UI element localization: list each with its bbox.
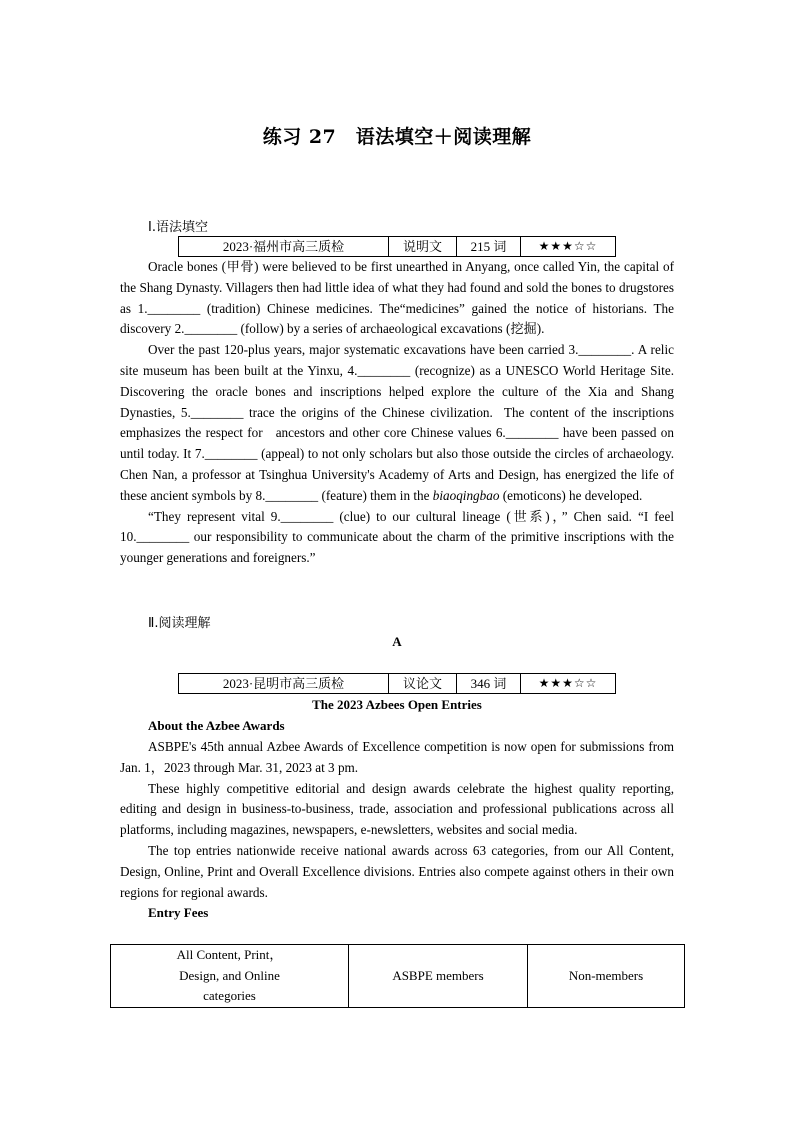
reading-paragraph-3: The top entries nationwide receive national awards across 63 categories, from our All Content, Design, Online, Print and Overall Excellence divisions. Entries also compete against others in their own regions for regional awards. [120,842,674,900]
grammar-paragraph-1: Oracle bones (甲骨) were believed to be first unearthed in Anyang, once called Yin, the capital of the Shang Dynasty. Villagers then had little idea of what they had found and sold the bones to drugstores as 1.________ (tradition) Chinese medicines. The“medicines” gained the notice of historians. The discovery 2.________ (follow) by a series of archaeological excavations (挖掘). [120,259,674,337]
info-difficulty: ★★★☆☆ [521,237,616,257]
info-words: 215 词 [457,237,521,257]
info-genre: 议论文 [389,674,457,694]
fees-header-categories-line2: Design, and Online [179,967,280,983]
fees-header-non-members: Non-members [528,945,685,1008]
info-source: 2023·昆明市高三质检 [179,674,389,694]
info-difficulty: ★★★☆☆ [521,674,616,694]
section1-heading: Ⅰ.语法填空 [148,220,208,235]
subhead-about: About the Azbee Awards [148,718,285,733]
subhead-entry-fees: Entry Fees [148,905,209,920]
section2-info-table [178,673,616,694]
grammar-paragraph-2-text: Over the past 120-plus years, major systematic excavations have been carried 3.________. A relic site museum has been built at the Yinxu, 4.________ (recognize) as a UNESCO World Heritage Site. Discovering the oracle bones and inscriptions helped explore the culture of the Xia and Shang Dynasties, 5.________ trace the origins of the Chinese civilization. The content of the inscriptions emphasizes the respect for ancestors and other core Chinese values 6.________ have been passed on until today. It 7.________ (appeal) to not only scholars but also those outside the circles of archaeology. Chen Nan, a professor at Tsinghua University's Academy of Arts and Design, has energized the life of these ancient symbols by 8.________ (feature) them in the [120,342,674,503]
info-words: 346 词 [457,674,521,694]
passage-label: A [392,634,402,649]
entry-fees-table [110,944,685,1008]
page-title: 练习 27 语法填空＋阅读理解 [262,126,532,148]
section1-info-table [178,236,616,257]
fees-header-categories-line1: All Content, Print， [176,947,283,962]
info-genre: 说明文 [389,237,457,257]
fees-header-categories-line3: categories [203,988,256,1003]
fees-header-members: ASBPE members [349,945,528,1008]
section2-heading: Ⅱ.阅读理解 [148,616,211,631]
reading-paragraph-2: These highly competitive editorial and design awards celebrate the highest quality reporting, editing and design in business-to-business, trade, association and professional publications across all platforms, including magazines, newspapers, e-newsletters, websites and social media. [120,780,674,838]
fees-header-categories [111,945,349,1008]
info-source: 2023·福州市高三质检 [179,237,389,257]
grammar-italic-term: biaoqingbao [432,487,500,503]
reading-passage [120,737,674,903]
grammar-passage [120,257,674,569]
article-title: The 2023 Azbees Open Entries [312,697,482,712]
reading-paragraph-1: ASBPE's 45th annual Azbee Awards of Excellence competition is now open for submissions from Jan. 1，2023 through Mar. 31, 2023 at 3 pm. [120,739,674,775]
grammar-paragraph-2-tail: (emoticons) he developed. [499,487,643,503]
grammar-paragraph-3: “They represent vital 9.________ (clue) to our cultural lineage (世系)，” Chen said. “I feel 10.________ our responsibility to communicate about the charm of the primitive inscriptions with the younger generations and foreigners.” [120,508,674,566]
grammar-paragraph-2 [120,340,674,506]
